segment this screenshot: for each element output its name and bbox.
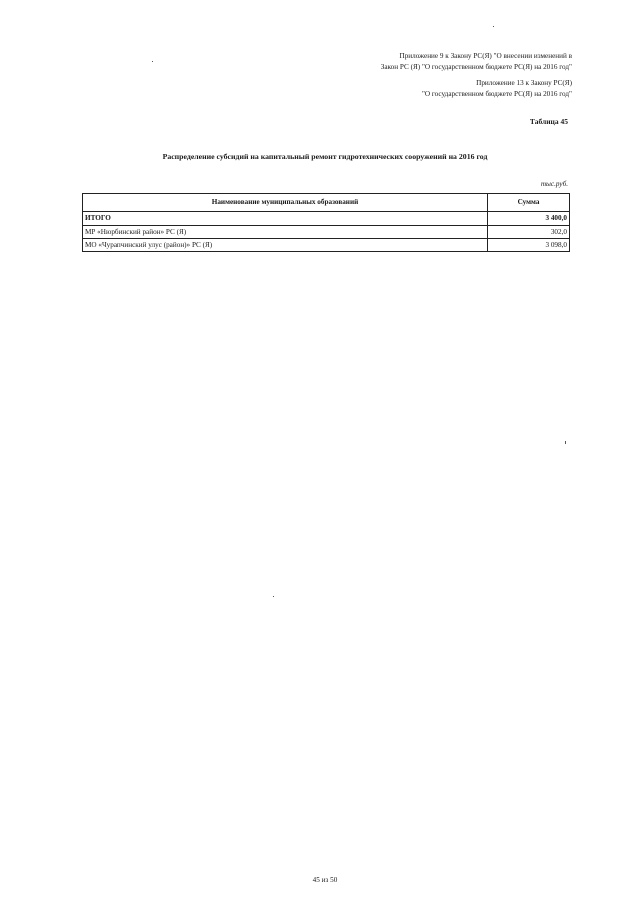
- appendix-line-4: "О государственном бюджете РС(Я) на 2016 год": [421, 90, 572, 98]
- appendix-line-3: Приложение 13 к Закону РС(Я): [476, 79, 572, 87]
- table-row: [83, 239, 570, 252]
- scan-speck: [152, 61, 153, 62]
- appendix-line-2: Закон РС (Я) "О государственном бюджете РС(Я) на 2016 год": [380, 63, 572, 71]
- column-header-sum: Сумма: [488, 194, 570, 212]
- appendix-header: [312, 51, 572, 100]
- row-sum: 3 098,0: [488, 239, 570, 252]
- row-sum: 302,0: [488, 226, 570, 239]
- subsidy-table: [82, 193, 570, 252]
- total-label: ИТОГО: [83, 212, 488, 226]
- table-number-label: Таблица 45: [529, 117, 568, 126]
- units-label: тыс.руб.: [540, 180, 568, 188]
- page-number: 45 из 50: [312, 876, 338, 884]
- table-header-row: [83, 194, 570, 212]
- scan-speck: [273, 596, 274, 597]
- table-row: [83, 226, 570, 239]
- row-name: МР «Нюрбинский район» РС (Я): [83, 226, 488, 239]
- table-row-total: [83, 212, 570, 226]
- total-sum: 3 400,0: [488, 212, 570, 226]
- appendix-line-1: Приложение 9 к Закону РС(Я) "О внесении изменений в: [399, 52, 572, 60]
- scan-speck: [565, 441, 566, 444]
- row-name: МО «Чурапчинский улус (район)» РС (Я): [83, 239, 488, 252]
- document-title: Распределение субсидий на капитальный ремонт гидротехнических сооружений на 2016 год: [162, 152, 488, 161]
- scan-speck: [493, 26, 494, 27]
- column-header-name: Наименование муниципальных образований: [83, 194, 488, 212]
